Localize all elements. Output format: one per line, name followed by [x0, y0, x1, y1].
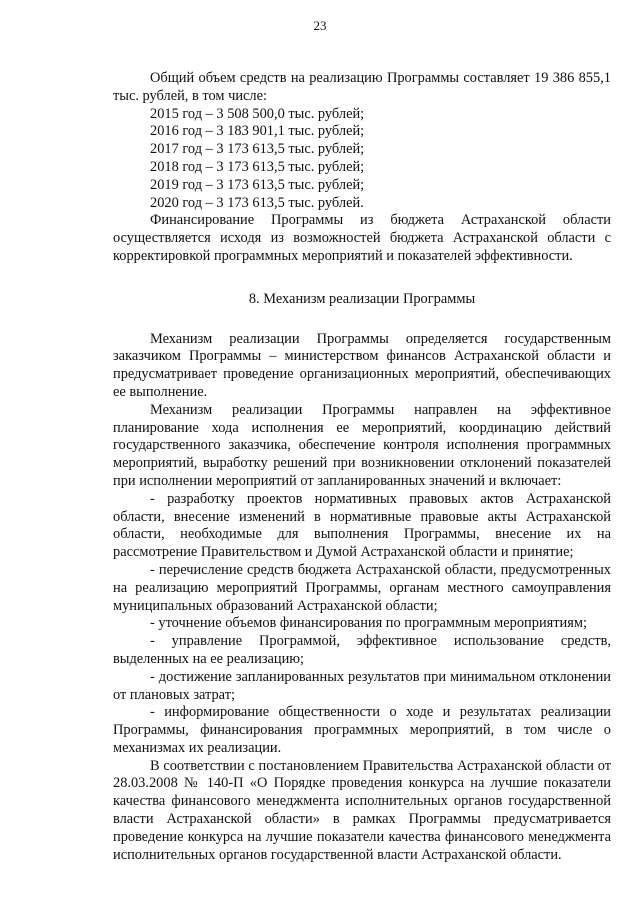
mechanism-item-funding-refinement: - уточнение объемов финансирования по программным мероприятиям;	[150, 615, 587, 632]
mechanism-paragraph-2: Механизм реализации Программы направлен на эффективное планирование хода исполнения ее мероприятий, координацию действий государственного заказчика, обеспечение контроля исполнения программных мероприятий, выработку решений при возникновении отклонений показателей при исполнении мероприятий от запланированных значений и включает:	[113, 401, 611, 489]
mechanism-paragraph-competition: В соответствии с постановлением Правительства Астраханской области от 28.03.2008 № 140-П «О Порядке проведения конкурса на лучшие показатели качества финансового менеджмента исполнительных органов государственной власти Астраханской области» в рамках Программы предусматривается проведение конкурса на лучшие показатели качества финансового менеджмента исполнительных органов государственной власти Астраханской области.	[113, 757, 611, 863]
page-number: 23	[313, 18, 327, 33]
mechanism-paragraph-1: Механизм реализации Программы определяется государственным заказчиком Программы – министерством финансов Астраханской области и предусматривает проведение организационных мероприятий, обеспечивающих ее выполнение.	[113, 330, 611, 400]
mechanism-item-results: - достижение запланированных результатов при минимальном отклонении от плановых затрат;	[113, 668, 611, 703]
mechanism-item-legal-acts: - разработку проектов нормативных правовых актов Астраханской области, внесение изменений в нормативные правовые акты Астраханской области, необходимые для выполнения Программы, внесение их на рассмотрение Правительством и Думой Астраханской области и принятие;	[113, 490, 611, 561]
mechanism-item-budget-transfer: - перечисление средств бюджета Астраханской области, предусмотренных на реализацию мероприятий Программы, органам местного самоуправления муниципальных образований Астраханской области;	[113, 561, 611, 614]
funding-year-2018: 2018 год – 3 173 613,5 тыс. рублей;	[150, 158, 365, 175]
mechanism-item-program-management: - управление Программой, эффективное использование средств, выделенных на ее реализацию;	[113, 633, 611, 667]
section-heading: 8. Механизм реализации Программы	[248, 290, 476, 307]
page-content	[113, 70, 611, 864]
funding-source-paragraph: Финансирование Программы из бюджета Астраханской области осуществляется исходя из возможностей бюджета Астраханской области с корректировкой программных мероприятий и показателей эффективности.	[113, 212, 611, 264]
funding-intro: Общий объем средств на реализацию Программы составляет 19 386 855,1 тыс. рублей, в том числе:	[113, 70, 611, 104]
mechanism-item-public-information: - информирование общественности о ходе и результатах реализации Программы, финансирования программных мероприятий, в том числе о механизмах их реализации.	[113, 704, 611, 756]
funding-year-2017: 2017 год – 3 173 613,5 тыс. рублей;	[150, 141, 365, 158]
funding-year-2019: 2019 год – 3 173 613,5 тыс. рублей;	[150, 176, 365, 193]
funding-year-2016: 2016 год – 3 183 901,1 тыс. рублей;	[150, 123, 365, 140]
funding-year-2020: 2020 год – 3 173 613,5 тыс. рублей.	[150, 194, 364, 211]
funding-year-2015: 2015 год – 3 508 500,0 тыс. рублей;	[150, 105, 365, 122]
